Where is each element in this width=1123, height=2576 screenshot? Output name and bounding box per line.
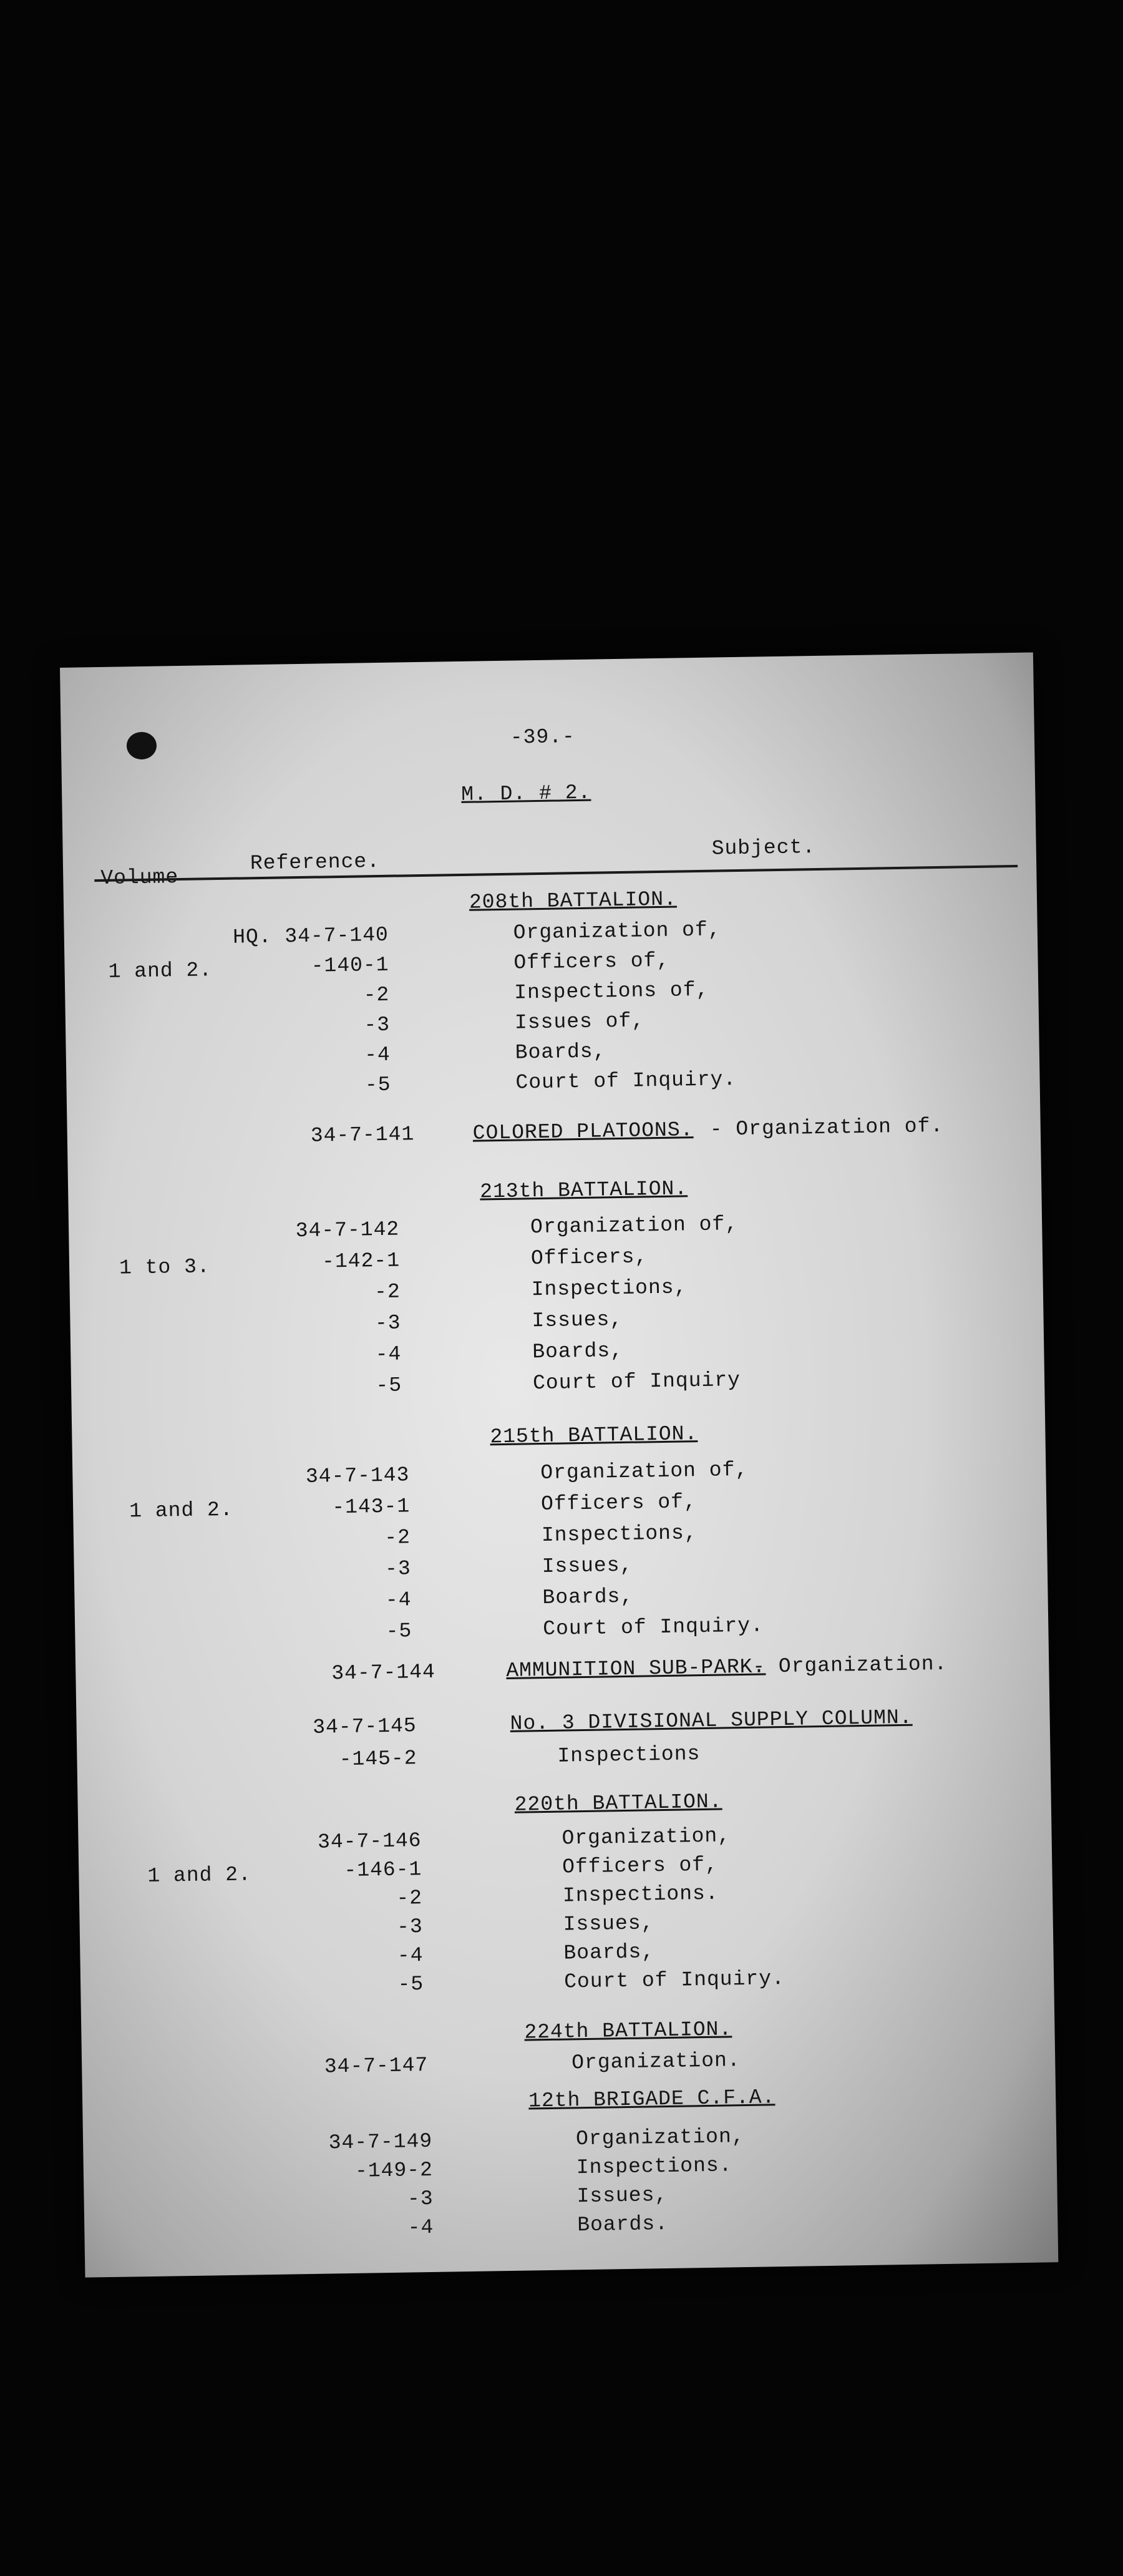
subject-cfa-1: Inspections. (576, 2154, 732, 2180)
subject-213-1: Officers, (530, 1245, 648, 1271)
page-number: -39.- (510, 725, 576, 749)
subject-215-0: Organization of, (540, 1458, 749, 1485)
ref-213-4: -4 (375, 1342, 402, 1367)
ref-215-3: -3 (384, 1557, 412, 1581)
ref-208-5: -5 (364, 1073, 391, 1097)
section-title-215: 215th BATTALION. (490, 1422, 698, 1449)
ref-supply-0: 34-7-145 (312, 1714, 417, 1739)
ref-220-0: 34-7-146 (317, 1829, 422, 1854)
volume-208: 1 and 2. (108, 959, 213, 983)
subject-213-2: Inspections, (531, 1276, 688, 1302)
ref-213-3: -3 (374, 1311, 401, 1335)
ref-208-3: -3 (364, 1013, 391, 1037)
ref-208-0: HQ. 34-7-140 (232, 923, 389, 949)
subject-220-1: Officers of, (562, 1853, 719, 1879)
ref-208-4: -4 (364, 1043, 391, 1067)
ref-cfa-0: 34-7-149 (328, 2129, 433, 2155)
volume-220: 1 and 2. (147, 1863, 252, 1888)
ref-220-4: -4 (397, 1944, 424, 1968)
punch-hole (127, 732, 157, 760)
subject-cfa-2: Issues, (576, 2183, 668, 2208)
subject-220-4: Boards, (563, 1940, 655, 1965)
subject-215-4: Boards, (542, 1584, 634, 1610)
district-heading: M. D. # 2. (460, 781, 591, 806)
ref-215-4: -4 (385, 1588, 412, 1612)
section-title-220: 220th BATTALION. (514, 1790, 722, 1817)
ref-cfa-3: -4 (407, 2215, 434, 2240)
ref-colored: 34-7-141 (310, 1123, 415, 1148)
subject-cfa-3: Boards. (577, 2212, 669, 2237)
subject-213-4: Boards, (532, 1339, 624, 1364)
section-title-cfa: 12th BRIGADE C.F.A. (528, 2086, 775, 2113)
ref-213-1: -142-1 (321, 1249, 401, 1274)
subject-208-2: Inspections of, (513, 978, 709, 1005)
subject-cfa-0: Organization, (575, 2125, 745, 2151)
ref-208-2: -2 (363, 983, 390, 1007)
ref-215-2: -2 (384, 1526, 411, 1549)
ref-220-2: -2 (396, 1886, 423, 1910)
section-title-supply: No. 3 DIVISIONAL SUPPLY COLUMN. (510, 1705, 913, 1735)
subject-colored: - Organization of. (709, 1114, 944, 1141)
subject-208-0: Organization of, (513, 918, 721, 945)
ref-224-0: 34-7-147 (324, 2054, 429, 2079)
ref-220-5: -5 (397, 1973, 424, 1996)
subject-220-2: Inspections. (562, 1881, 719, 1908)
section-title-ammo: AMMUNITION SUB-PARK. (506, 1655, 766, 1682)
subject-supply-0: Inspections (557, 1742, 701, 1768)
subject-213-5: Court of Inquiry (532, 1368, 741, 1395)
section-title-208: 208th BATTALION. (469, 887, 678, 914)
subject-ammo: - Organization. (752, 1652, 948, 1679)
ref-213-5: -5 (376, 1373, 402, 1398)
column-header-reference: Reference. (250, 849, 381, 876)
volume-213: 1 to 3. (119, 1255, 211, 1280)
subject-224-0: Organization. (571, 2049, 741, 2075)
subject-215-3: Issues, (542, 1553, 633, 1579)
section-title-213: 213th BATTALION. (479, 1177, 688, 1204)
subject-208-3: Issues of, (514, 1009, 645, 1035)
volume-215: 1 and 2. (129, 1498, 233, 1523)
ref-220-3: -3 (396, 1915, 424, 1939)
subject-220-5: Court of Inquiry. (563, 1967, 785, 1994)
subject-220-3: Issues, (563, 1911, 654, 1936)
ref-215-1: -143-1 (332, 1495, 411, 1520)
ref-213-2: -2 (374, 1280, 401, 1304)
subject-220-0: Organization, (562, 1824, 731, 1850)
subject-213-0: Organization of, (530, 1212, 739, 1239)
column-header-subject: Subject. (711, 836, 816, 861)
subject-215-5: Court of Inquiry. (543, 1614, 764, 1641)
ref-supply-1: -145-2 (339, 1747, 417, 1772)
subject-208-4: Boards, (515, 1040, 606, 1065)
subject-213-3: Issues, (532, 1307, 623, 1333)
subject-208-1: Officers of, (513, 949, 670, 975)
section-title-colored: COLORED PLATOONS. (472, 1118, 694, 1145)
ref-cfa-2: -3 (407, 2187, 434, 2211)
ref-215-0: 34-7-143 (305, 1463, 410, 1488)
column-header-volume: Volume (100, 866, 179, 890)
ref-cfa-1: -149-2 (354, 2158, 434, 2183)
subject-208-5: Court of Inquiry. (515, 1068, 737, 1095)
document-page (60, 652, 1058, 2277)
section-title-224: 224th BATTALION. (524, 2017, 732, 2044)
ref-215-5: -5 (386, 1619, 412, 1643)
ref-ammo: 34-7-144 (331, 1660, 436, 1686)
subject-215-2: Inspections, (541, 1521, 698, 1548)
header-rule (94, 865, 1018, 882)
ref-213-0: 34-7-142 (295, 1217, 400, 1243)
ref-208-1: -140-1 (311, 953, 389, 978)
ref-220-1: -146-1 (344, 1858, 422, 1883)
subject-215-1: Officers of, (540, 1490, 698, 1516)
